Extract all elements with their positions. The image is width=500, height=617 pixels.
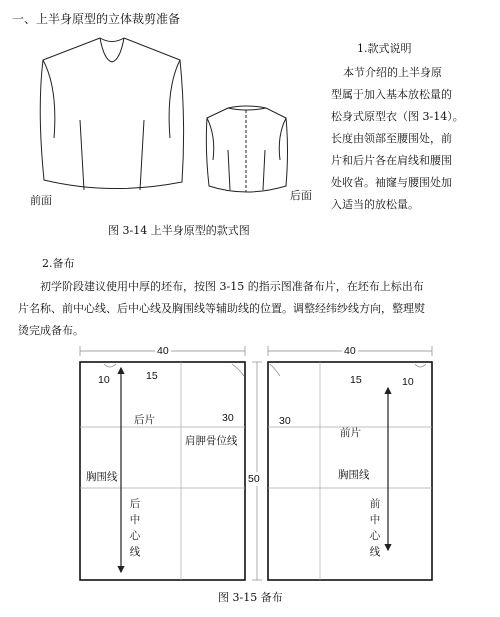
front-dim-10: 10 xyxy=(402,376,414,388)
scapula-line-label: 肩胛骨位线 xyxy=(185,435,238,447)
front-dim-15: 15 xyxy=(350,374,362,386)
height-label: 50 xyxy=(248,473,260,485)
back-dim-30: 30 xyxy=(222,412,234,424)
prep-line: 烫完成备布。 xyxy=(18,324,84,337)
back-width-label: 40 xyxy=(157,345,169,357)
center-front-char: 心 xyxy=(369,530,381,542)
prep-line: 片名称、前中心线、后中心线及胸围线等辅助线的位置。调整经纬纱线方向，整理熨 xyxy=(18,302,425,315)
center-back-char: 后 xyxy=(129,498,141,510)
style-description xyxy=(331,62,473,216)
back-dim-15: 15 xyxy=(146,370,158,382)
front-piece-name: 前片 xyxy=(340,427,361,439)
back-label: 后面 xyxy=(290,189,312,202)
back-bodice-outline xyxy=(206,106,287,192)
style-section-title: 1.款式说明 xyxy=(357,42,412,55)
section-heading: 一、上半身原型的立体裁剪准备 xyxy=(12,12,181,26)
figure-3-15-caption: 图 3-15 备布 xyxy=(218,591,283,604)
figure-3-14-caption: 图 3-14 上半身原型的款式图 xyxy=(108,224,250,237)
back-dim-10: 10 xyxy=(98,374,110,386)
center-back-char: 中 xyxy=(129,514,141,526)
center-back-char: 心 xyxy=(129,530,141,542)
style-line: 片和后片各在肩线和腰围 xyxy=(331,154,452,167)
front-bust-line-label: 胸围线 xyxy=(338,469,370,481)
center-front-char: 中 xyxy=(369,514,381,526)
style-line: 型属于加入基本放松量的 xyxy=(331,88,452,101)
prep-section-title: 2.备布 xyxy=(42,257,75,270)
front-dim-30: 30 xyxy=(279,415,291,427)
prep-line: 初学阶段建议使用中厚的坯布，按图 3-15 的指示图准备布片，在坯布上标出布 xyxy=(40,280,424,293)
style-line: 处收省。袖窿与腰围处加 xyxy=(331,176,452,189)
prep-description xyxy=(18,276,488,342)
figure-3-15-drawing xyxy=(0,340,500,600)
style-line: 入适当的放松量。 xyxy=(331,198,419,211)
style-line: 长度由领部至腰围处，前 xyxy=(331,132,452,145)
center-front-char: 前 xyxy=(369,498,381,510)
style-line: 松身式原型衣（图 3-14）。 xyxy=(331,110,464,123)
center-front-line-label xyxy=(369,496,381,560)
center-back-line-label xyxy=(129,496,141,560)
front-bodice-outline xyxy=(40,38,183,189)
style-line: 本节介绍的上半身原 xyxy=(343,66,442,79)
front-label: 前面 xyxy=(30,194,52,207)
back-bust-line-label: 胸围线 xyxy=(86,471,118,483)
back-piece-name: 后片 xyxy=(134,414,155,426)
center-back-char: 线 xyxy=(129,546,141,558)
front-width-label: 40 xyxy=(344,345,356,357)
center-front-char: 线 xyxy=(369,546,381,558)
